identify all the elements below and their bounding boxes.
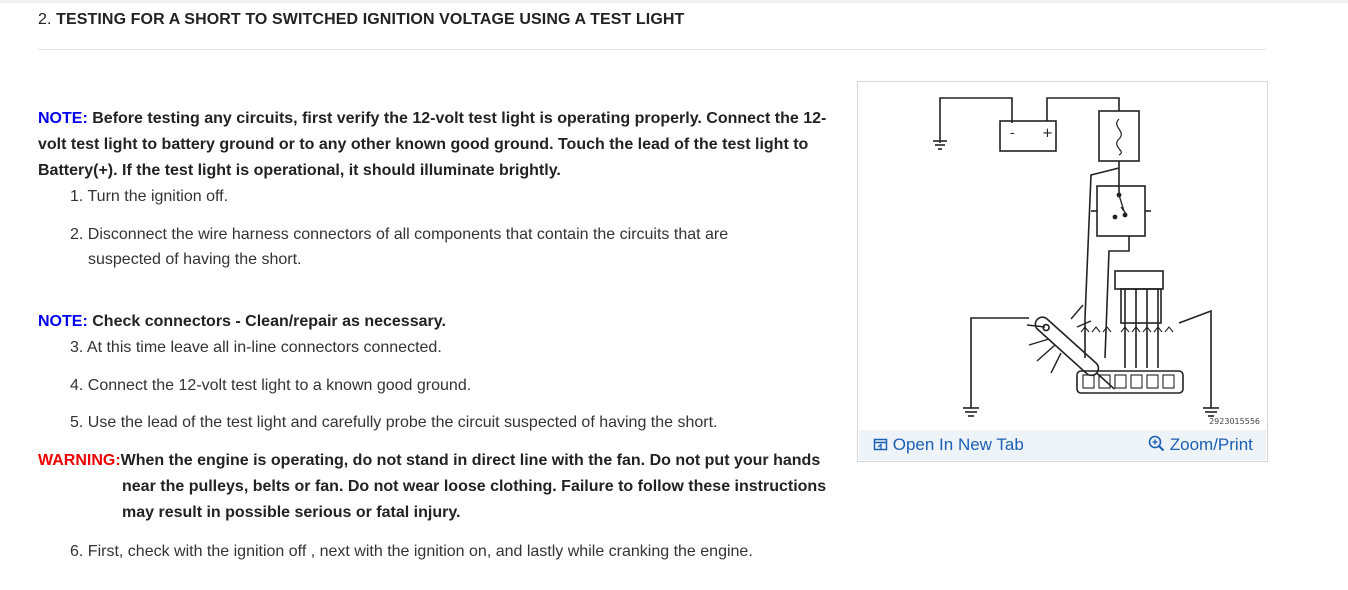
step-number: 5. xyxy=(70,414,84,431)
note-text-line-1: Before testing any circuits, first verify the 12-volt test light is operating properly. Connect the 12- xyxy=(92,110,827,127)
step-text-line-2: suspected of having the short. xyxy=(88,251,302,268)
section-number: 2. xyxy=(38,11,52,28)
step-2 xyxy=(70,222,728,272)
step-text-line-1: Disconnect the wire harness connectors of all components that contain the circuits that are xyxy=(87,226,729,243)
open-in-new-tab-link[interactable] xyxy=(873,435,1024,455)
warning-text-line-2: near the pulleys, belts or fan. Do not wear loose clothing. Failure to follow these instructions xyxy=(122,478,827,495)
warning-block xyxy=(38,448,826,526)
battery-plus-label: + xyxy=(1042,126,1053,141)
step-number: 2. xyxy=(70,226,84,243)
note-text-line-3: Battery(+). If the test light is operational, it should illuminate brightly. xyxy=(38,162,561,179)
connector-symbol xyxy=(1077,371,1183,393)
step-4 xyxy=(70,373,471,398)
warning-label: WARNING: xyxy=(38,452,121,469)
open-in-new-tab-label: Open In New Tab xyxy=(892,435,1024,454)
step-5 xyxy=(70,410,718,435)
note-label: NOTE: xyxy=(38,110,88,127)
step-text: Connect the 12-volt test light to a known good ground. xyxy=(87,377,472,394)
note-block-1 xyxy=(38,106,826,184)
wiring-diagram-svg xyxy=(859,83,1266,430)
step-number: 3. xyxy=(70,339,84,356)
section-heading xyxy=(38,11,684,29)
component-symbol xyxy=(1115,271,1163,289)
note-label: NOTE: xyxy=(38,313,88,330)
figure-toolbar xyxy=(859,430,1266,460)
note-text-line-2: volt test light to battery ground or to any other known good ground. Touch the lead of the test light to xyxy=(38,136,809,153)
battery-minus-label: - xyxy=(1010,126,1015,141)
warning-text-line-1: When the engine is operating, do not stand in direct line with the fan. Do not put your hands xyxy=(120,452,821,469)
step-3 xyxy=(70,335,442,360)
figure-id: 2923015556 xyxy=(1209,417,1260,426)
section-title: TESTING FOR A SHORT TO SWITCHED IGNITION VOLTAGE USING A TEST LIGHT xyxy=(56,11,685,28)
wiring-diagram[interactable] xyxy=(859,83,1266,430)
step-number: 6. xyxy=(70,543,84,560)
warning-text-line-3: may result in possible serious or fatal injury. xyxy=(122,504,461,521)
step-6 xyxy=(70,539,753,564)
step-text: Use the lead of the test light and carefully probe the circuit suspected of having the short. xyxy=(87,414,718,431)
step-number: 1. xyxy=(70,188,84,205)
divider xyxy=(38,49,1266,50)
open-in-new-tab-icon xyxy=(873,435,888,454)
note-text: Check connectors - Clean/repair as necessary. xyxy=(92,313,446,330)
step-text: At this time leave all in-line connectors connected. xyxy=(86,339,442,356)
step-1 xyxy=(70,184,228,209)
step-text: Turn the ignition off. xyxy=(87,188,229,205)
zoom-in-icon xyxy=(1148,435,1165,454)
zoom-print-label: Zoom/Print xyxy=(1169,435,1253,454)
wiring-diagram-figure xyxy=(857,81,1268,462)
step-number: 4. xyxy=(70,377,84,394)
zoom-print-link[interactable] xyxy=(1148,435,1253,455)
step-text: First, check with the ignition off , next with the ignition on, and lastly while cranking the engine. xyxy=(87,543,753,560)
fuse-symbol xyxy=(1099,111,1139,161)
note-block-2 xyxy=(38,309,446,335)
switch-symbol xyxy=(1097,186,1145,236)
top-border xyxy=(0,0,1348,3)
